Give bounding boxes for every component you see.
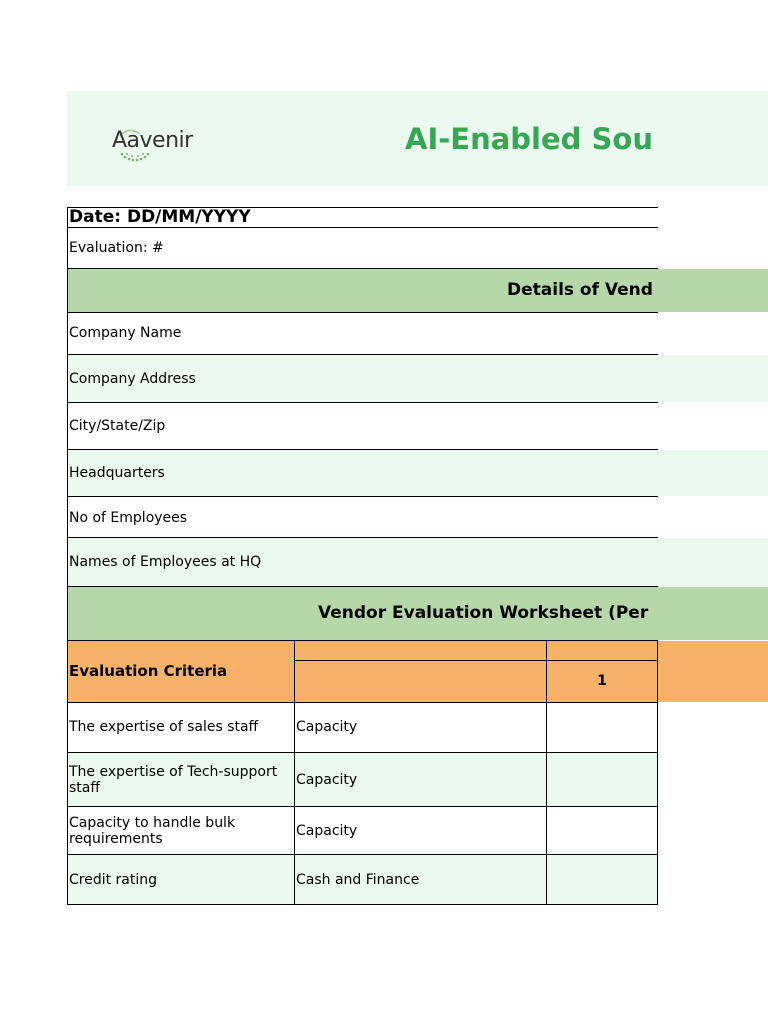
category-cell: Capacity bbox=[296, 772, 358, 788]
grid-line bbox=[294, 660, 658, 661]
headquarters-label: Headquarters bbox=[69, 465, 165, 481]
category-cell: Capacity bbox=[296, 719, 358, 735]
worksheet-table bbox=[67, 0, 768, 1024]
criteria-cell: Credit rating bbox=[69, 872, 158, 888]
document-title: AI-Enabled Sou bbox=[405, 122, 653, 156]
grid-line bbox=[67, 227, 658, 228]
grid-line bbox=[67, 496, 658, 497]
company-address-label: Company Address bbox=[69, 371, 196, 387]
evaluation-number-field[interactable]: Evaluation: # bbox=[69, 240, 164, 256]
grid-line bbox=[67, 312, 658, 313]
grid-line bbox=[67, 702, 658, 703]
employee-count-label: No of Employees bbox=[69, 510, 188, 526]
score-cell[interactable] bbox=[547, 753, 657, 806]
criteria-cell: The expertise of sales staff bbox=[69, 719, 259, 735]
grid-line bbox=[67, 904, 658, 905]
city-state-zip-label: City/State/Zip bbox=[69, 418, 166, 434]
category-cell: Capacity bbox=[296, 823, 358, 839]
criteria-header: Evaluation Criteria bbox=[69, 662, 228, 680]
criteria-cell: The expertise of Tech-support staff bbox=[69, 764, 278, 796]
category-cell: Cash and Finance bbox=[296, 872, 420, 888]
vendor-details-title: Details of Vend bbox=[507, 280, 653, 300]
grid-line bbox=[657, 641, 658, 905]
grid-line bbox=[67, 806, 658, 807]
worksheet-title: Vendor Evaluation Worksheet (Per bbox=[318, 603, 649, 623]
grid-line bbox=[67, 402, 658, 403]
score-cell[interactable] bbox=[547, 855, 657, 904]
hq-employees-label: Names of Employees at HQ bbox=[69, 554, 262, 570]
headquarters-row bbox=[67, 450, 768, 496]
vendor-details-band bbox=[67, 269, 768, 312]
criteria-cell: Capacity to handle bulk requirements bbox=[69, 815, 236, 847]
company-name-label: Company Name bbox=[69, 325, 182, 341]
score-column-header: 1 bbox=[597, 673, 607, 689]
date-field[interactable]: Date: DD/MM/YYYY bbox=[69, 207, 251, 227]
logo-wordmark: Aavenir bbox=[112, 128, 193, 153]
